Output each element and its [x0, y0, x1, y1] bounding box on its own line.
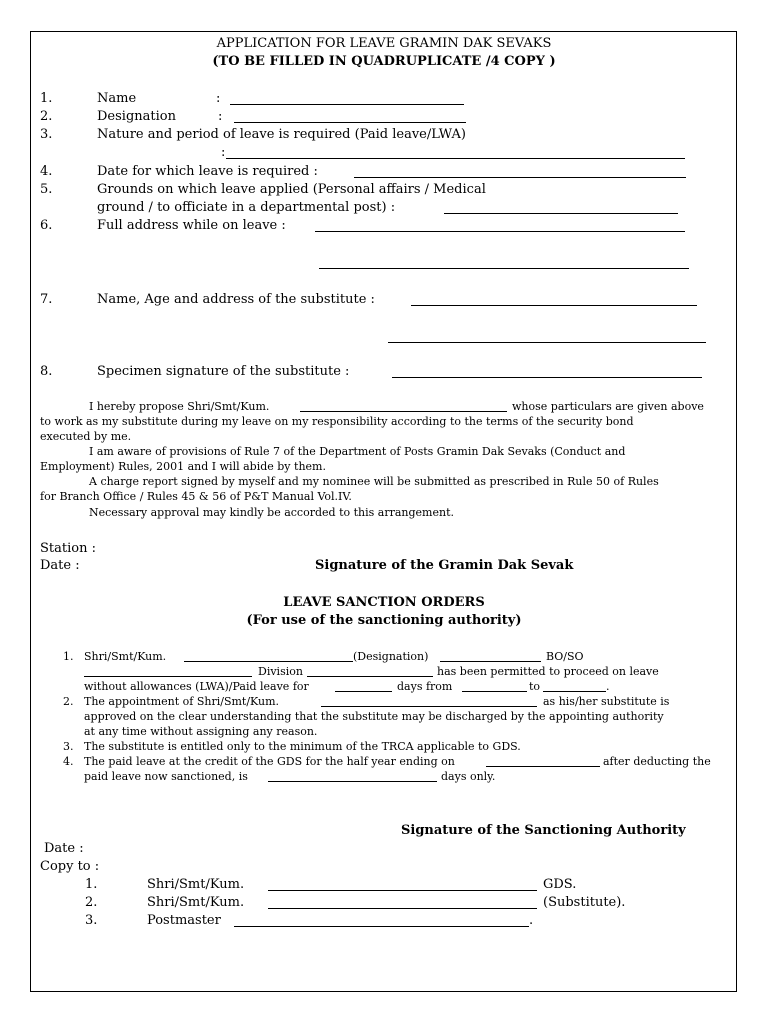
form-title: APPLICATION FOR LEAVE GRAMIN DAK SEVAKS: [216, 36, 552, 51]
field-8-number: 8.: [40, 364, 53, 379]
field-4-number: 4.: [40, 164, 53, 179]
sanction-permitted-text: has been permitted to proceed on leave: [437, 665, 659, 678]
leave-date-input[interactable]: [354, 165, 686, 178]
sanction-item-1-text: Shri/Smt/Kum.: [84, 650, 167, 663]
copy-2-number: 2.: [85, 895, 98, 910]
declaration-p1-line3: executed by me.: [40, 430, 132, 443]
copy-to-label: Copy to :: [40, 859, 100, 874]
grounds-input[interactable]: [444, 201, 678, 214]
declaration-p2-line1: I am aware of provisions of Rule 7 of the Department of Posts Gramin Dak Sevaks (Conduct and: [89, 445, 626, 458]
sanction-balance-input[interactable]: [268, 770, 437, 782]
sanction-half-year-input[interactable]: [486, 755, 600, 767]
gds-signature-label: Signature of the Gramin Dak Sevak: [315, 558, 574, 573]
name-label: Name: [97, 91, 137, 106]
copy-3-number: 3.: [85, 913, 98, 928]
copy-1-text: Shri/Smt/Kum.: [147, 877, 245, 892]
sanction-bo-input[interactable]: [84, 665, 252, 677]
sanction-item-1-period: .: [606, 680, 610, 693]
sanction-to-text: to: [529, 680, 541, 693]
sanction-name-input[interactable]: [184, 650, 353, 662]
sanction-item-1-number: 1.: [63, 650, 74, 663]
leave-nature-input[interactable]: [226, 146, 685, 159]
sanction-days-only-text: days only.: [441, 770, 496, 783]
sanction-item-2-line3: at any time without assigning any reason.: [84, 725, 318, 738]
station-label: Station :: [40, 541, 96, 556]
copy-1-number: 1.: [85, 877, 98, 892]
grounds-label-cont: ground / to officiate in a departmental post) :: [97, 200, 396, 215]
sanction-days-from-text: days from: [397, 680, 453, 693]
name-input[interactable]: [230, 92, 464, 105]
substitute-input-line-2[interactable]: [388, 330, 706, 343]
sanction-days-input[interactable]: [335, 680, 392, 692]
specimen-signature-label: Specimen signature of the substitute :: [97, 364, 350, 379]
address-input-line-2[interactable]: [319, 256, 689, 269]
field-3-number: 3.: [40, 127, 53, 142]
declaration-p2-line2: Employment) Rules, 2001 and I will abide by them.: [40, 460, 326, 473]
field-6-number: 6.: [40, 218, 53, 233]
sanction-title: LEAVE SANCTION ORDERS: [283, 595, 485, 610]
sanction-designation-text: (Designation): [353, 650, 429, 663]
sanction-subtitle: (For use of the sanctioning authority): [246, 613, 522, 628]
copy-1-input[interactable]: [268, 878, 537, 891]
sanction-division-text: Division: [258, 665, 303, 678]
copy-3-suffix: .: [529, 913, 534, 928]
field-5-number: 5.: [40, 182, 53, 197]
proposed-substitute-input[interactable]: [300, 400, 507, 412]
specimen-signature-input[interactable]: [392, 365, 702, 378]
copy-2-text: Shri/Smt/Kum.: [147, 895, 245, 910]
sanction-item-3-number: 3.: [63, 740, 74, 753]
field-1-number: 1.: [40, 91, 53, 106]
designation-colon: :: [218, 109, 223, 124]
copy-2-input[interactable]: [268, 896, 537, 909]
declaration-p1-mid: whose particulars are given above: [512, 400, 704, 413]
designation-input[interactable]: [234, 110, 466, 123]
leave-date-label: Date for which leave is required :: [97, 164, 318, 179]
sanction-from-date-input[interactable]: [462, 680, 527, 692]
declaration-p3-line1: A charge report signed by myself and my nominee will be submitted as prescribed in Rule 50 of Rules: [89, 475, 659, 488]
address-label: Full address while on leave :: [97, 218, 286, 233]
sanction-division-input[interactable]: [307, 665, 433, 677]
declaration-p1-start: I hereby propose Shri/Smt/Kum.: [89, 400, 270, 413]
copy-3-text: Postmaster: [147, 913, 221, 928]
sanction-item-2-line2: approved on the clear understanding that the substitute may be discharged by the appointing authority: [84, 710, 664, 723]
date-label: Date :: [40, 558, 80, 573]
sanction-designation-input[interactable]: [440, 650, 541, 662]
sanction-item-3-text: The substitute is entitled only to the minimum of the TRCA applicable to GDS.: [84, 740, 521, 753]
grounds-label: Grounds on which leave applied (Personal affairs / Medical: [97, 182, 486, 197]
sanction-lwa-text: without allowances (LWA)/Paid leave for: [84, 680, 309, 693]
copy-3-input[interactable]: [234, 914, 529, 927]
copy-1-suffix: GDS.: [543, 877, 577, 892]
designation-label: Designation: [97, 109, 176, 124]
authority-signature-label: Signature of the Sanctioning Authority: [401, 823, 686, 838]
sanction-substitute-input[interactable]: [321, 695, 537, 707]
substitute-label: Name, Age and address of the substitute :: [97, 292, 375, 307]
field-7-number: 7.: [40, 292, 53, 307]
footer-date-label: Date :: [44, 841, 84, 856]
sanction-to-date-input[interactable]: [543, 680, 606, 692]
name-colon: :: [216, 91, 221, 106]
sanction-item-4-line2: paid leave now sanctioned, is: [84, 770, 248, 783]
sanction-bo-so-text: BO/SO: [546, 650, 584, 663]
sanction-item-2-number: 2.: [63, 695, 74, 708]
sanction-item-4-number: 4.: [63, 755, 74, 768]
form-subtitle: (TO BE FILLED IN QUADRUPLICATE /4 COPY ): [212, 54, 556, 69]
sanction-item-2-mid: as his/her substitute is: [543, 695, 670, 708]
declaration-p1-line2: to work as my substitute during my leave on my responsibility according to the terms of the security bond: [40, 415, 634, 428]
sanction-item-2-text: The appointment of Shri/Smt/Kum.: [84, 695, 280, 708]
address-input-line-1[interactable]: [315, 219, 685, 232]
leave-nature-colon: :: [221, 145, 226, 160]
declaration-p4: Necessary approval may kindly be accorded to this arrangement.: [89, 506, 454, 519]
leave-nature-label: Nature and period of leave is required (Paid leave/LWA): [97, 127, 466, 142]
sanction-item-4-mid: after deducting the: [603, 755, 711, 768]
copy-2-suffix: (Substitute).: [543, 895, 626, 910]
field-2-number: 2.: [40, 109, 53, 124]
declaration-p3-line2: for Branch Office / Rules 45 & 56 of P&T Manual Vol.IV.: [40, 490, 352, 503]
sanction-item-4-text: The paid leave at the credit of the GDS for the half year ending on: [84, 755, 455, 768]
substitute-input-line-1[interactable]: [411, 293, 697, 306]
